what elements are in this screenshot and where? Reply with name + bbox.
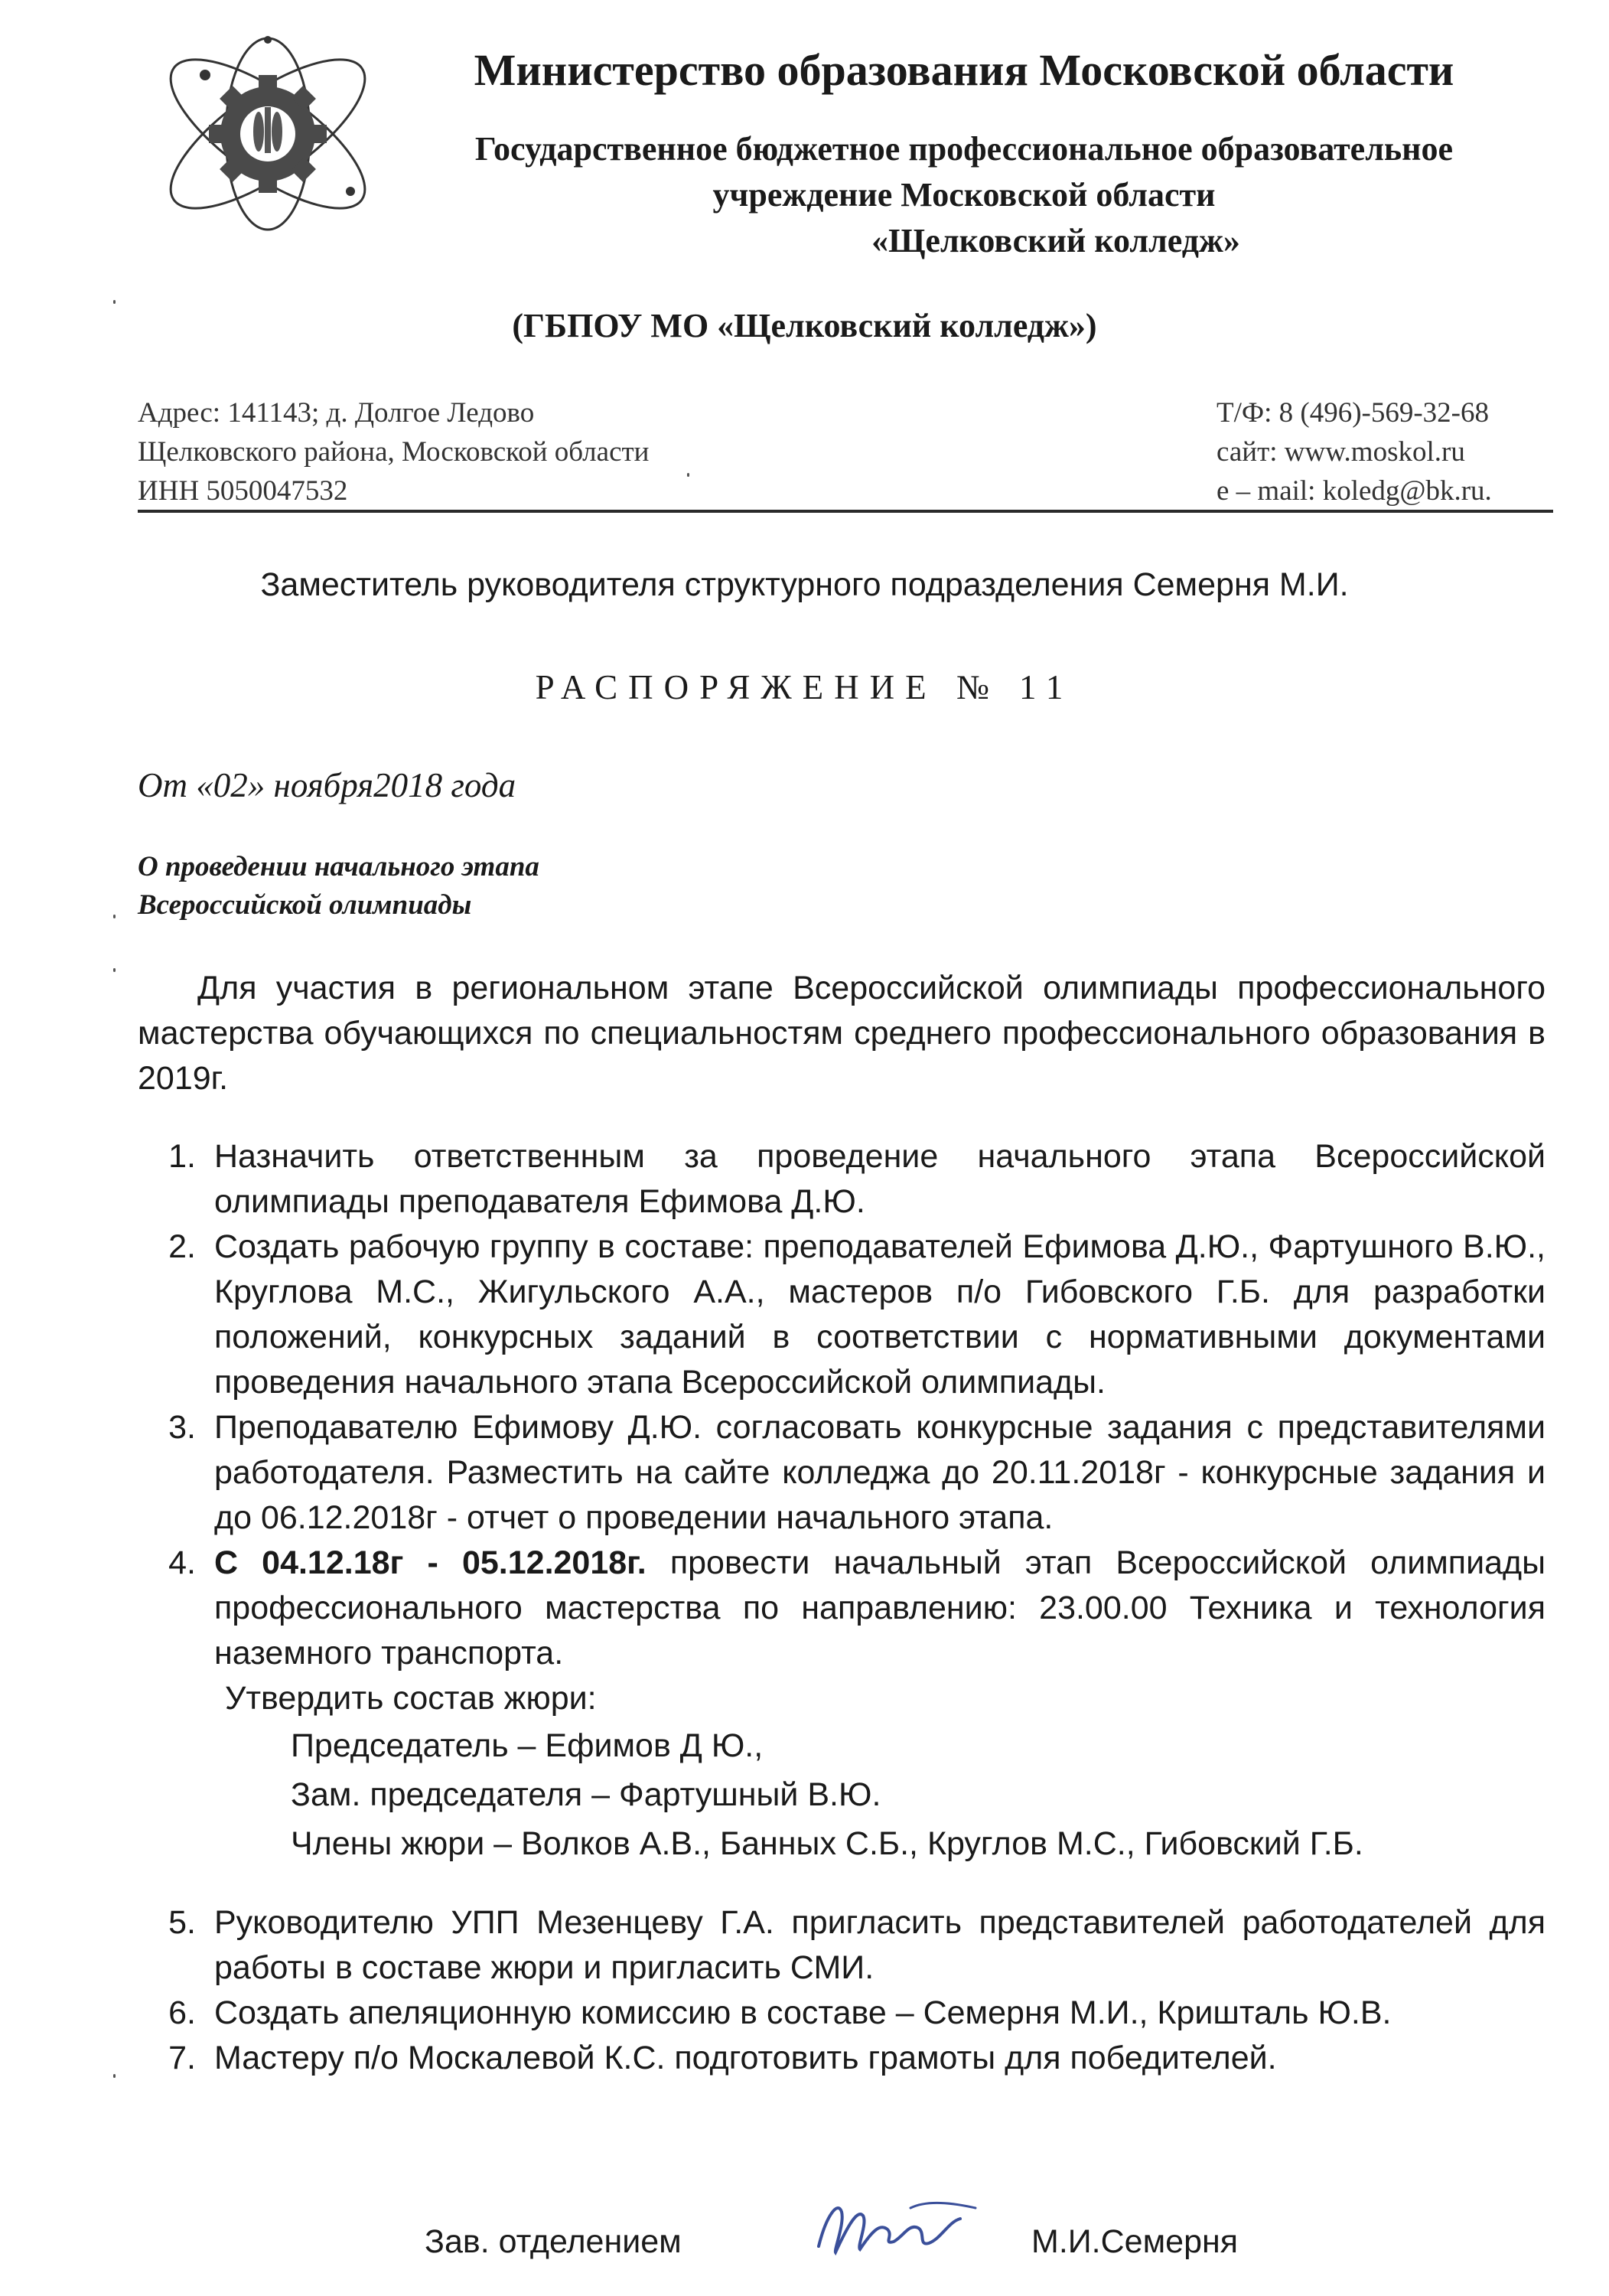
item-dates: С 04.12.18г - 05.12.2018г. xyxy=(214,1544,647,1581)
item-number: 3. xyxy=(168,1409,196,1446)
signatory-position: Зав. отделением xyxy=(425,2223,682,2260)
address-line: Щелковского района, Московской области xyxy=(138,436,650,468)
scan-speck xyxy=(113,2074,116,2078)
order-item xyxy=(138,1991,1545,2036)
scan-speck xyxy=(113,968,116,972)
ministry-title: Министерство образования Московской области xyxy=(474,45,1454,95)
scan-speck xyxy=(113,300,116,304)
subject-line: О проведении начального этапа xyxy=(138,851,539,882)
order-item xyxy=(138,1541,1545,1676)
scan-speck xyxy=(113,915,116,918)
handwritten-signature-icon xyxy=(803,2185,987,2269)
website-line: сайт: www.moskol.ru xyxy=(1217,436,1465,468)
order-item xyxy=(138,1134,1545,1225)
order-item xyxy=(138,2036,1545,2081)
contact-block xyxy=(1217,393,1492,510)
jury-member: Председатель – Ефимов Д Ю., xyxy=(291,1727,764,1764)
order-item xyxy=(138,1225,1545,1405)
item-text xyxy=(214,1541,1545,1676)
institution-line: учреждение Московской области xyxy=(712,176,1216,214)
item-text-rest: провести начальный этап Всероссийской олимпиады профессионального мастерства по направлению: 23.00.00 Техника и технология наземного транспорта. xyxy=(214,1544,1545,1671)
item-text: Мастеру п/о Москалевой К.С. подготовить грамоты для победителей. xyxy=(214,2040,1277,2076)
item-text: Создать апеляционную комиссию в составе – Семерня М.И., Кришталь Ю.В. xyxy=(214,1994,1392,2031)
institution-name xyxy=(367,126,1561,264)
jury-member: Зам. председателя – Фартушный В.Ю. xyxy=(291,1776,881,1813)
item-text: Создать рабочую группу в составе: преподавателей Ефимова Д.Ю., Фартушного В.Ю., Круглова М.С., Жигульского А.А., мастеров п/о Гибовского Г.Б. для разработки положений, конкурсных заданий в соответствии с нормативными документами проведения начального этапа Всероссийской олимпиады. xyxy=(214,1228,1545,1401)
scan-speck xyxy=(687,473,689,477)
order-item xyxy=(138,1900,1545,1991)
issuer-line: Заместитель руководителя структурного подразделения Семерня М.И. xyxy=(260,566,1349,603)
phone-line: Т/Ф: 8 (496)-569-32-68 xyxy=(1217,397,1489,429)
intro-paragraph: Для участия в региональном этапе Всероссийской олимпиады профессионального мастерства обучающихся по специальностям среднего профессионального образования в 2019г. xyxy=(138,970,1545,1097)
institution-line: Государственное бюджетное профессиональное образовательное xyxy=(474,130,1454,168)
jury-block xyxy=(214,1676,1545,1868)
order-date: От «02» ноября2018 года xyxy=(138,766,516,804)
institution-line: «Щелковский колледж» xyxy=(871,222,1240,259)
order-items xyxy=(138,1134,1545,2081)
jury-member: Члены жюри – Волков А.В., Банных С.Б., Круглов М.С., Гибовский Г.Б. xyxy=(291,1825,1363,1862)
inn-line: ИНН 5050047532 xyxy=(138,475,348,507)
order-subject xyxy=(138,848,539,925)
header-divider xyxy=(138,510,1553,513)
order-item xyxy=(138,1405,1545,1541)
item-number: 6. xyxy=(168,1994,196,2031)
order-title: РАСПОРЯЖЕНИЕ № 11 xyxy=(535,668,1074,706)
institution-abbreviation: (ГБПОУ МО «Щелковский колледж») xyxy=(512,307,1097,344)
jury-label: Утвердить состав жюри: xyxy=(225,1680,597,1717)
item-number: 4. xyxy=(168,1544,196,1581)
item-text: Преподавателю Ефимову Д.Ю. согласовать конкурсные задания с представителями работодателя. Разместить на сайте колледжа до 20.11.2018г - конкурсные задания и до 06.12.2018г - отчет о проведении начального этапа. xyxy=(214,1409,1545,1536)
item-number: 2. xyxy=(168,1228,196,1265)
email-line: e – mail: koledg@bk.ru. xyxy=(1217,475,1492,507)
item-number: 7. xyxy=(168,2040,196,2076)
address-block xyxy=(138,393,649,510)
address-line: Адрес: 141143; д. Долгое Ледово xyxy=(138,397,535,429)
item-number: 1. xyxy=(168,1138,196,1175)
item-text: Назначить ответственным за проведение начального этапа Всероссийской олимпиады преподавателя Ефимова Д.Ю. xyxy=(214,1138,1545,1220)
college-logo-icon xyxy=(138,31,398,237)
item-text: Руководителю УПП Мезенцеву Г.А. пригласить представителей работодателей для работы в составе жюри и пригласить СМИ. xyxy=(214,1904,1545,1986)
item-number: 5. xyxy=(168,1904,196,1941)
subject-line: Всероссийской олимпиады xyxy=(138,889,472,921)
signatory-name: М.И.Семерня xyxy=(1031,2223,1239,2260)
